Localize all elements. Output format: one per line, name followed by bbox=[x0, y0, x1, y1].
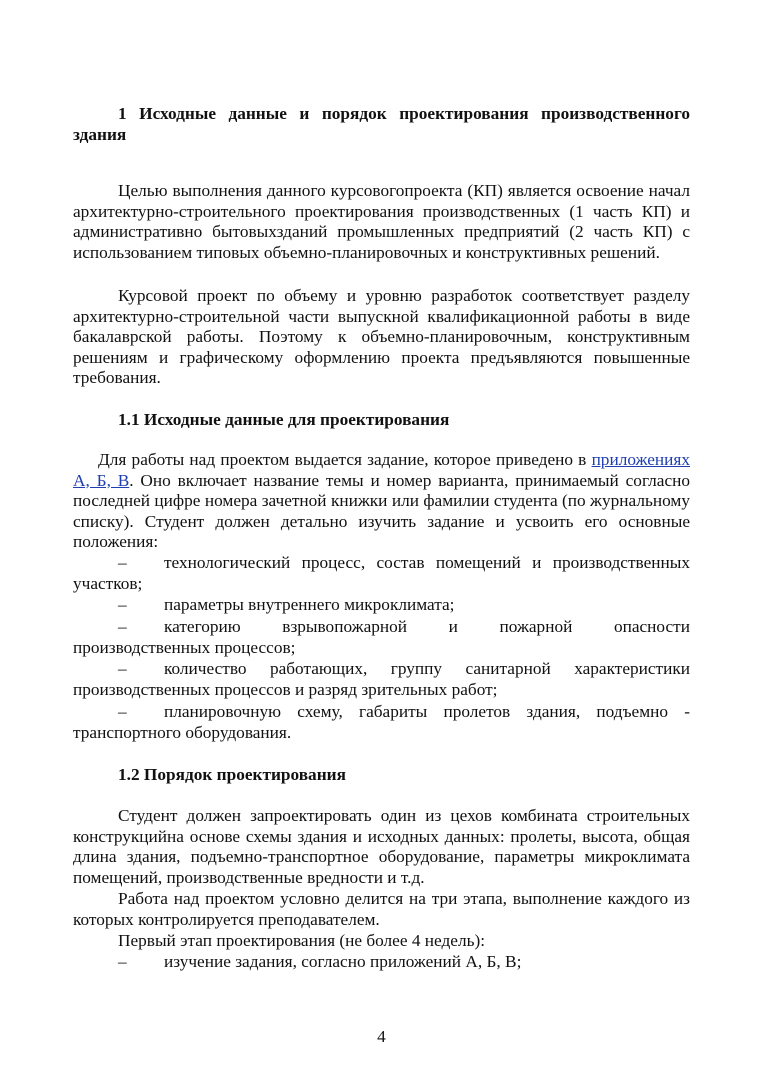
word: опасности bbox=[613, 617, 690, 636]
list-item-3-first-line bbox=[73, 617, 690, 638]
list-item-text: изучение задания, согласно приложений А, Б, В; bbox=[164, 952, 522, 971]
assignment-text-start: Для работы над проектом выдается задание, которое приведено в bbox=[98, 450, 587, 469]
section-1-2-paragraph-2: Работа над проектом условно делится на три этапа, выполнение каждого из которых контролируется преподавателем. bbox=[73, 889, 690, 929]
section-1-heading bbox=[73, 104, 690, 145]
section-1-1-paragraph bbox=[73, 450, 690, 553]
word: и bbox=[448, 617, 458, 636]
list-item-3 bbox=[73, 617, 690, 658]
word: категорию bbox=[164, 617, 241, 636]
intro-paragraph-2: Курсовой проект по объему и уровню разработок соответствует разделу архитектурно-строительной части выпускной квалификационной работы в виде бакалаврской работы. Поэтому к объемно-планировочным, конструктивным решениям и графическому оформлению проекта предъявляются повышенные требования. bbox=[73, 286, 690, 388]
list-item-text: производственных процессов; bbox=[73, 637, 296, 657]
section-1-1-heading: 1.1 Исходные данные для проектирования bbox=[118, 410, 450, 429]
word: пожарной bbox=[499, 617, 573, 636]
section-1-title-line2: здания bbox=[73, 124, 127, 144]
intro-paragraph-1: Целью выполнения данного курсовогопроекта (КП) является освоение начал архитектурно-строительного проектирования производственных (1 часть КП) и административно бытовыхзданий промышленных предприятий (2 часть КП) с использованием типовых объемно-планировочных и конструктивных решений. bbox=[73, 181, 690, 262]
word: взрывопожарной bbox=[282, 617, 408, 636]
section-1-2-heading: 1.2 Порядок проектирования bbox=[118, 765, 346, 784]
assignment-text-end: . Оно включает название темы и номер варианта, принимаемый согласно последней цифре номера зачетной книжки или фамилии студента (по журнальному списку). Студент должен детально изучить задание и усвоить его основные положения: bbox=[73, 470, 691, 552]
list-item-text: планировочную схему, габариты пролетов здания, подъемно - транспортного оборудования. bbox=[73, 702, 690, 742]
list-item-text: технологический процесс, состав помещений и производственных участков; bbox=[73, 553, 690, 593]
dash-marker: – bbox=[118, 553, 127, 572]
section-1-number: 1 bbox=[118, 104, 127, 123]
list-item-1 bbox=[73, 553, 690, 594]
dash-marker: – bbox=[118, 595, 127, 614]
section-1-title-line1: Исходные данные и порядок проектирования производственного bbox=[139, 104, 691, 123]
list-item-5 bbox=[73, 702, 690, 743]
section-1-2-paragraph-1: Студент должен запроектировать один из цехов комбината строительных конструкцийна основе схемы здания и исходных данных: пролеты, высота, общая длина здания, подъемно-транспортное оборудование, параметры микроклимата помещений, производственные вредности и т.д. bbox=[73, 806, 690, 887]
dash-marker: – bbox=[118, 702, 127, 721]
list-item-text: параметры внутреннего микроклимата; bbox=[164, 595, 455, 614]
dash-marker: – bbox=[118, 659, 127, 678]
page-number: 4 bbox=[377, 1027, 386, 1046]
section-1-2-paragraph-3: Первый этап проектирования (не более 4 недель): bbox=[118, 931, 486, 950]
list-item-text: количество работающих, группу санитарной характеристики производственных процессов и разряд зрительных работ; bbox=[73, 659, 690, 699]
list-item-2 bbox=[73, 595, 690, 616]
dash-marker: – bbox=[118, 617, 127, 636]
list-item-4 bbox=[73, 659, 690, 700]
stage-1-item-1 bbox=[73, 952, 690, 973]
dash-marker: – bbox=[118, 952, 127, 971]
appendix-link[interactable]: приложениях А, Б, В bbox=[73, 450, 691, 490]
